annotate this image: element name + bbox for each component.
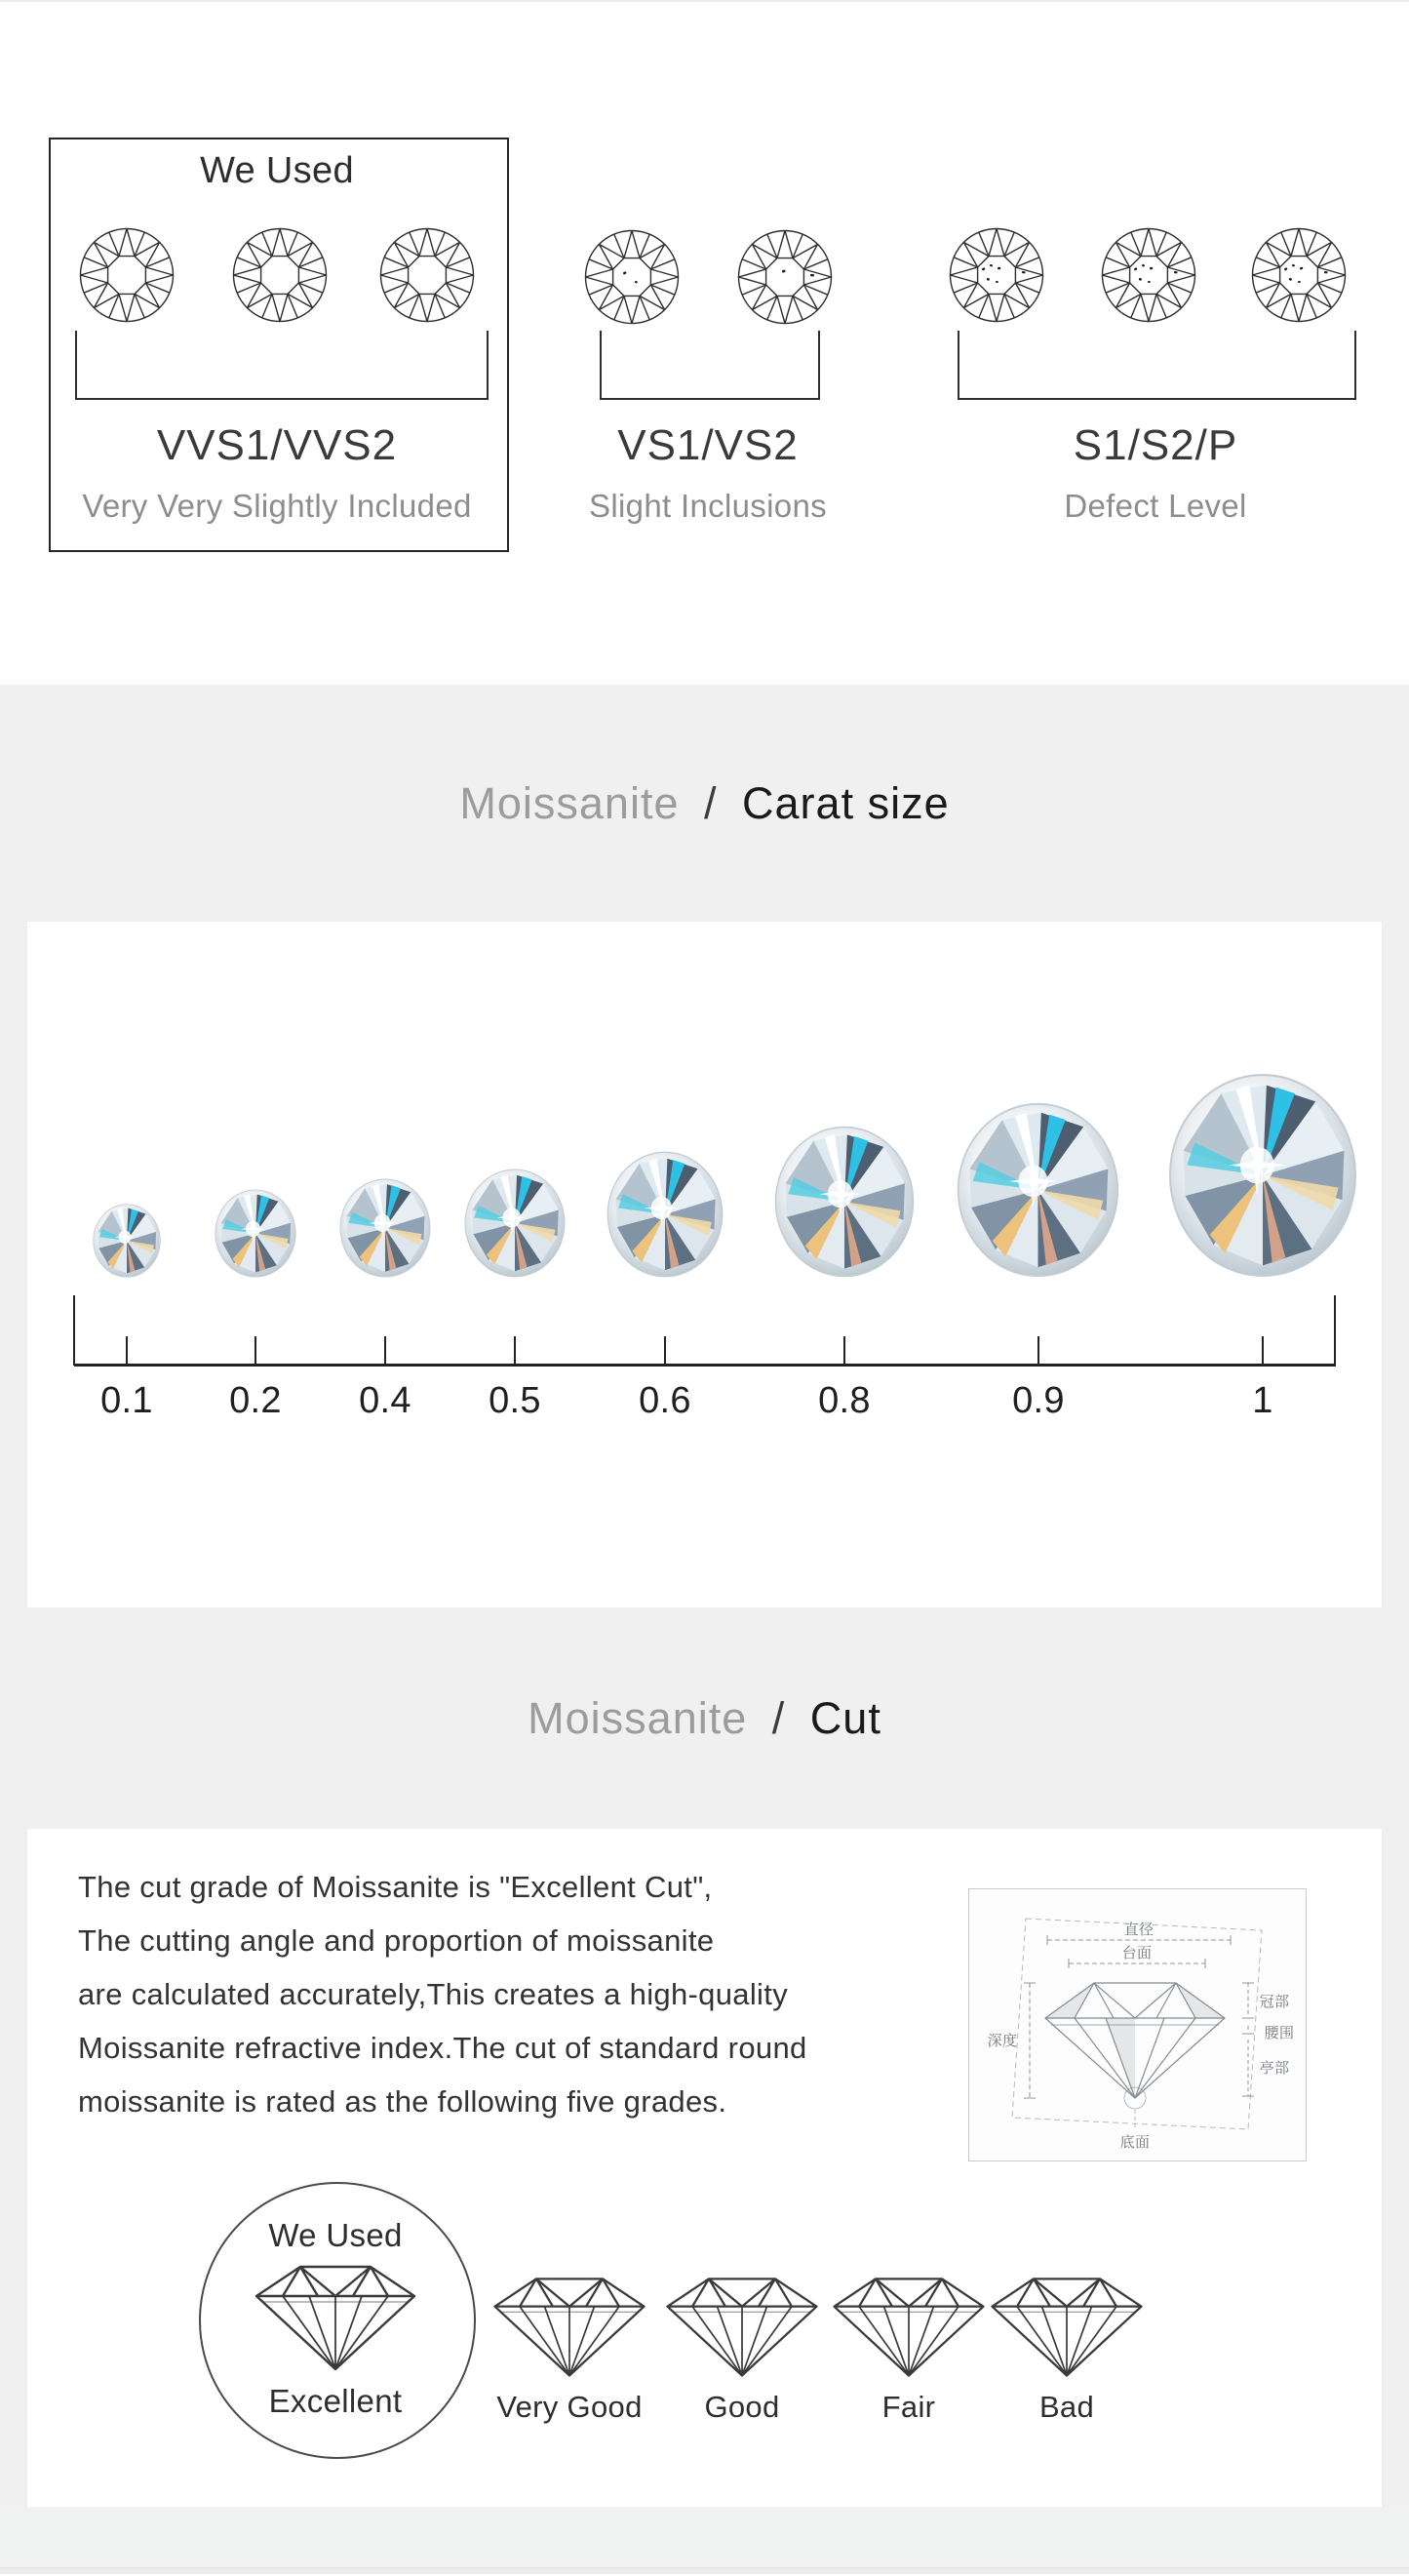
gem-side-view-icon (487, 2270, 652, 2382)
footer-strip (0, 2507, 1409, 2574)
cut-proportions-diagram (968, 1888, 1307, 2161)
carat-section-heading (459, 778, 949, 829)
carat-value-label: 1 (1252, 1380, 1273, 1421)
carat-scale-tick (1037, 1336, 1039, 1366)
carat-scale-tick (664, 1336, 666, 1366)
we-used-label: We Used (200, 150, 354, 191)
carat-heading-band (0, 685, 1409, 922)
clarity-grade-label: S1/S2/P (1073, 421, 1238, 469)
clarity-grade-label: VS1/VS2 (617, 421, 799, 469)
cut-paragraph-line: The cut grade of Moissanite is "Excellent Cut", (78, 1870, 713, 1904)
footer-lower-strip (0, 2568, 1409, 2574)
cut-paragraph-line: The cutting angle and proportion of moissanite (78, 1923, 715, 1958)
gem-side-view-icon (659, 2270, 825, 2382)
carat-scale-end-tick (1334, 1295, 1336, 1366)
gem-top-view-icon (948, 226, 1045, 324)
carat-scale-end-tick (73, 1295, 75, 1366)
clarity-grade-desc: Slight Inclusions (589, 488, 827, 524)
clarity-grade-desc: Defect Level (1064, 488, 1247, 524)
heading-separator: / (704, 777, 718, 828)
heading-separator: / (771, 1692, 786, 1743)
diagram-label-girdle: 腰围 (1264, 2024, 1295, 2041)
carat-value-label: 0.5 (489, 1380, 541, 1421)
gem-top-view-icon (583, 228, 681, 326)
cut-grade-label: Very Good (496, 2390, 643, 2424)
diagram-label-culet: 底面 (1119, 2133, 1151, 2151)
gem-top-view-icon (1100, 226, 1197, 324)
carat-value-label: 0.4 (359, 1380, 411, 1421)
carat-panel (27, 922, 1382, 1607)
diagram-label-table: 台面 (1121, 1944, 1153, 1962)
cut-grade-label: Fair (881, 2390, 936, 2424)
clarity-grade-desc: Very Very Slightly Included (82, 488, 472, 524)
carat-value-label: 0.1 (100, 1380, 153, 1421)
cut-paragraph-line: moissanite is rated as the following five grades. (78, 2084, 727, 2119)
clarity-bracket (75, 331, 489, 400)
cut-grade-label: Bad (1038, 2390, 1095, 2424)
gem-photo-icon (464, 1169, 566, 1278)
gem-photo-icon (774, 1126, 915, 1278)
carat-scale-baseline (74, 1364, 1336, 1367)
cut-grade-label: Good (704, 2390, 780, 2424)
heading-title: Carat size (742, 777, 950, 828)
clarity-grade-label: VVS1/VVS2 (156, 421, 398, 469)
gem-top-view-icon (231, 226, 329, 324)
carat-scale-tick (384, 1336, 386, 1366)
heading-prefix: Moissanite (528, 1692, 748, 1743)
carat-value-label: 0.6 (639, 1380, 691, 1421)
carat-scale-tick (514, 1336, 516, 1366)
gem-top-view-icon (378, 226, 476, 324)
cut-paragraph-line: are calculated accurately,This creates a high-quality (78, 1977, 789, 2011)
heading-prefix: Moissanite (459, 777, 680, 828)
carat-value-label: 0.8 (818, 1380, 871, 1421)
diagram-label-crown: 冠部 (1259, 1993, 1290, 2010)
gem-side-view-icon (984, 2270, 1150, 2382)
diamond-proportions-sketch-icon (969, 1889, 1306, 2160)
badge-we-used-label: We Used (268, 2217, 403, 2253)
gem-side-view-icon (248, 2258, 423, 2375)
heading-title: Cut (809, 1692, 881, 1743)
diagram-label-depth: 深度 (987, 2032, 1018, 2049)
gem-photo-icon (1168, 1073, 1357, 1278)
gem-photo-icon (607, 1151, 724, 1278)
cut-paragraph-line: Moissanite refractive index.The cut of standard round (78, 2031, 807, 2065)
cut-section-heading (528, 1693, 881, 1744)
gem-top-view-icon (78, 226, 176, 324)
badge-grade-label: Excellent (268, 2383, 403, 2419)
section-carat (0, 922, 1409, 1607)
carat-value-label: 0.2 (229, 1380, 282, 1421)
gem-side-view-icon (826, 2270, 992, 2382)
cut-heading-band (0, 1607, 1409, 1829)
carat-scale-tick (254, 1336, 256, 1366)
gem-photo-icon (339, 1178, 431, 1278)
section-clarity (0, 2, 1409, 685)
clarity-bracket (600, 331, 820, 400)
gem-photo-icon (215, 1189, 296, 1278)
diagram-label-pavilion: 亭部 (1259, 2059, 1290, 2077)
diagram-label-diameter: 直径 (1123, 1921, 1155, 1938)
gem-top-view-icon (1250, 226, 1348, 324)
cut-panel (27, 1829, 1382, 2507)
carat-scale-tick (843, 1336, 845, 1366)
gem-photo-icon (93, 1204, 161, 1278)
carat-value-label: 0.9 (1012, 1380, 1065, 1421)
clarity-bracket (958, 331, 1356, 400)
gem-top-view-icon (736, 228, 834, 326)
carat-scale-tick (126, 1336, 128, 1366)
carat-scale-tick (1262, 1336, 1264, 1366)
gem-photo-icon (957, 1102, 1119, 1278)
section-cut (0, 1829, 1409, 2507)
